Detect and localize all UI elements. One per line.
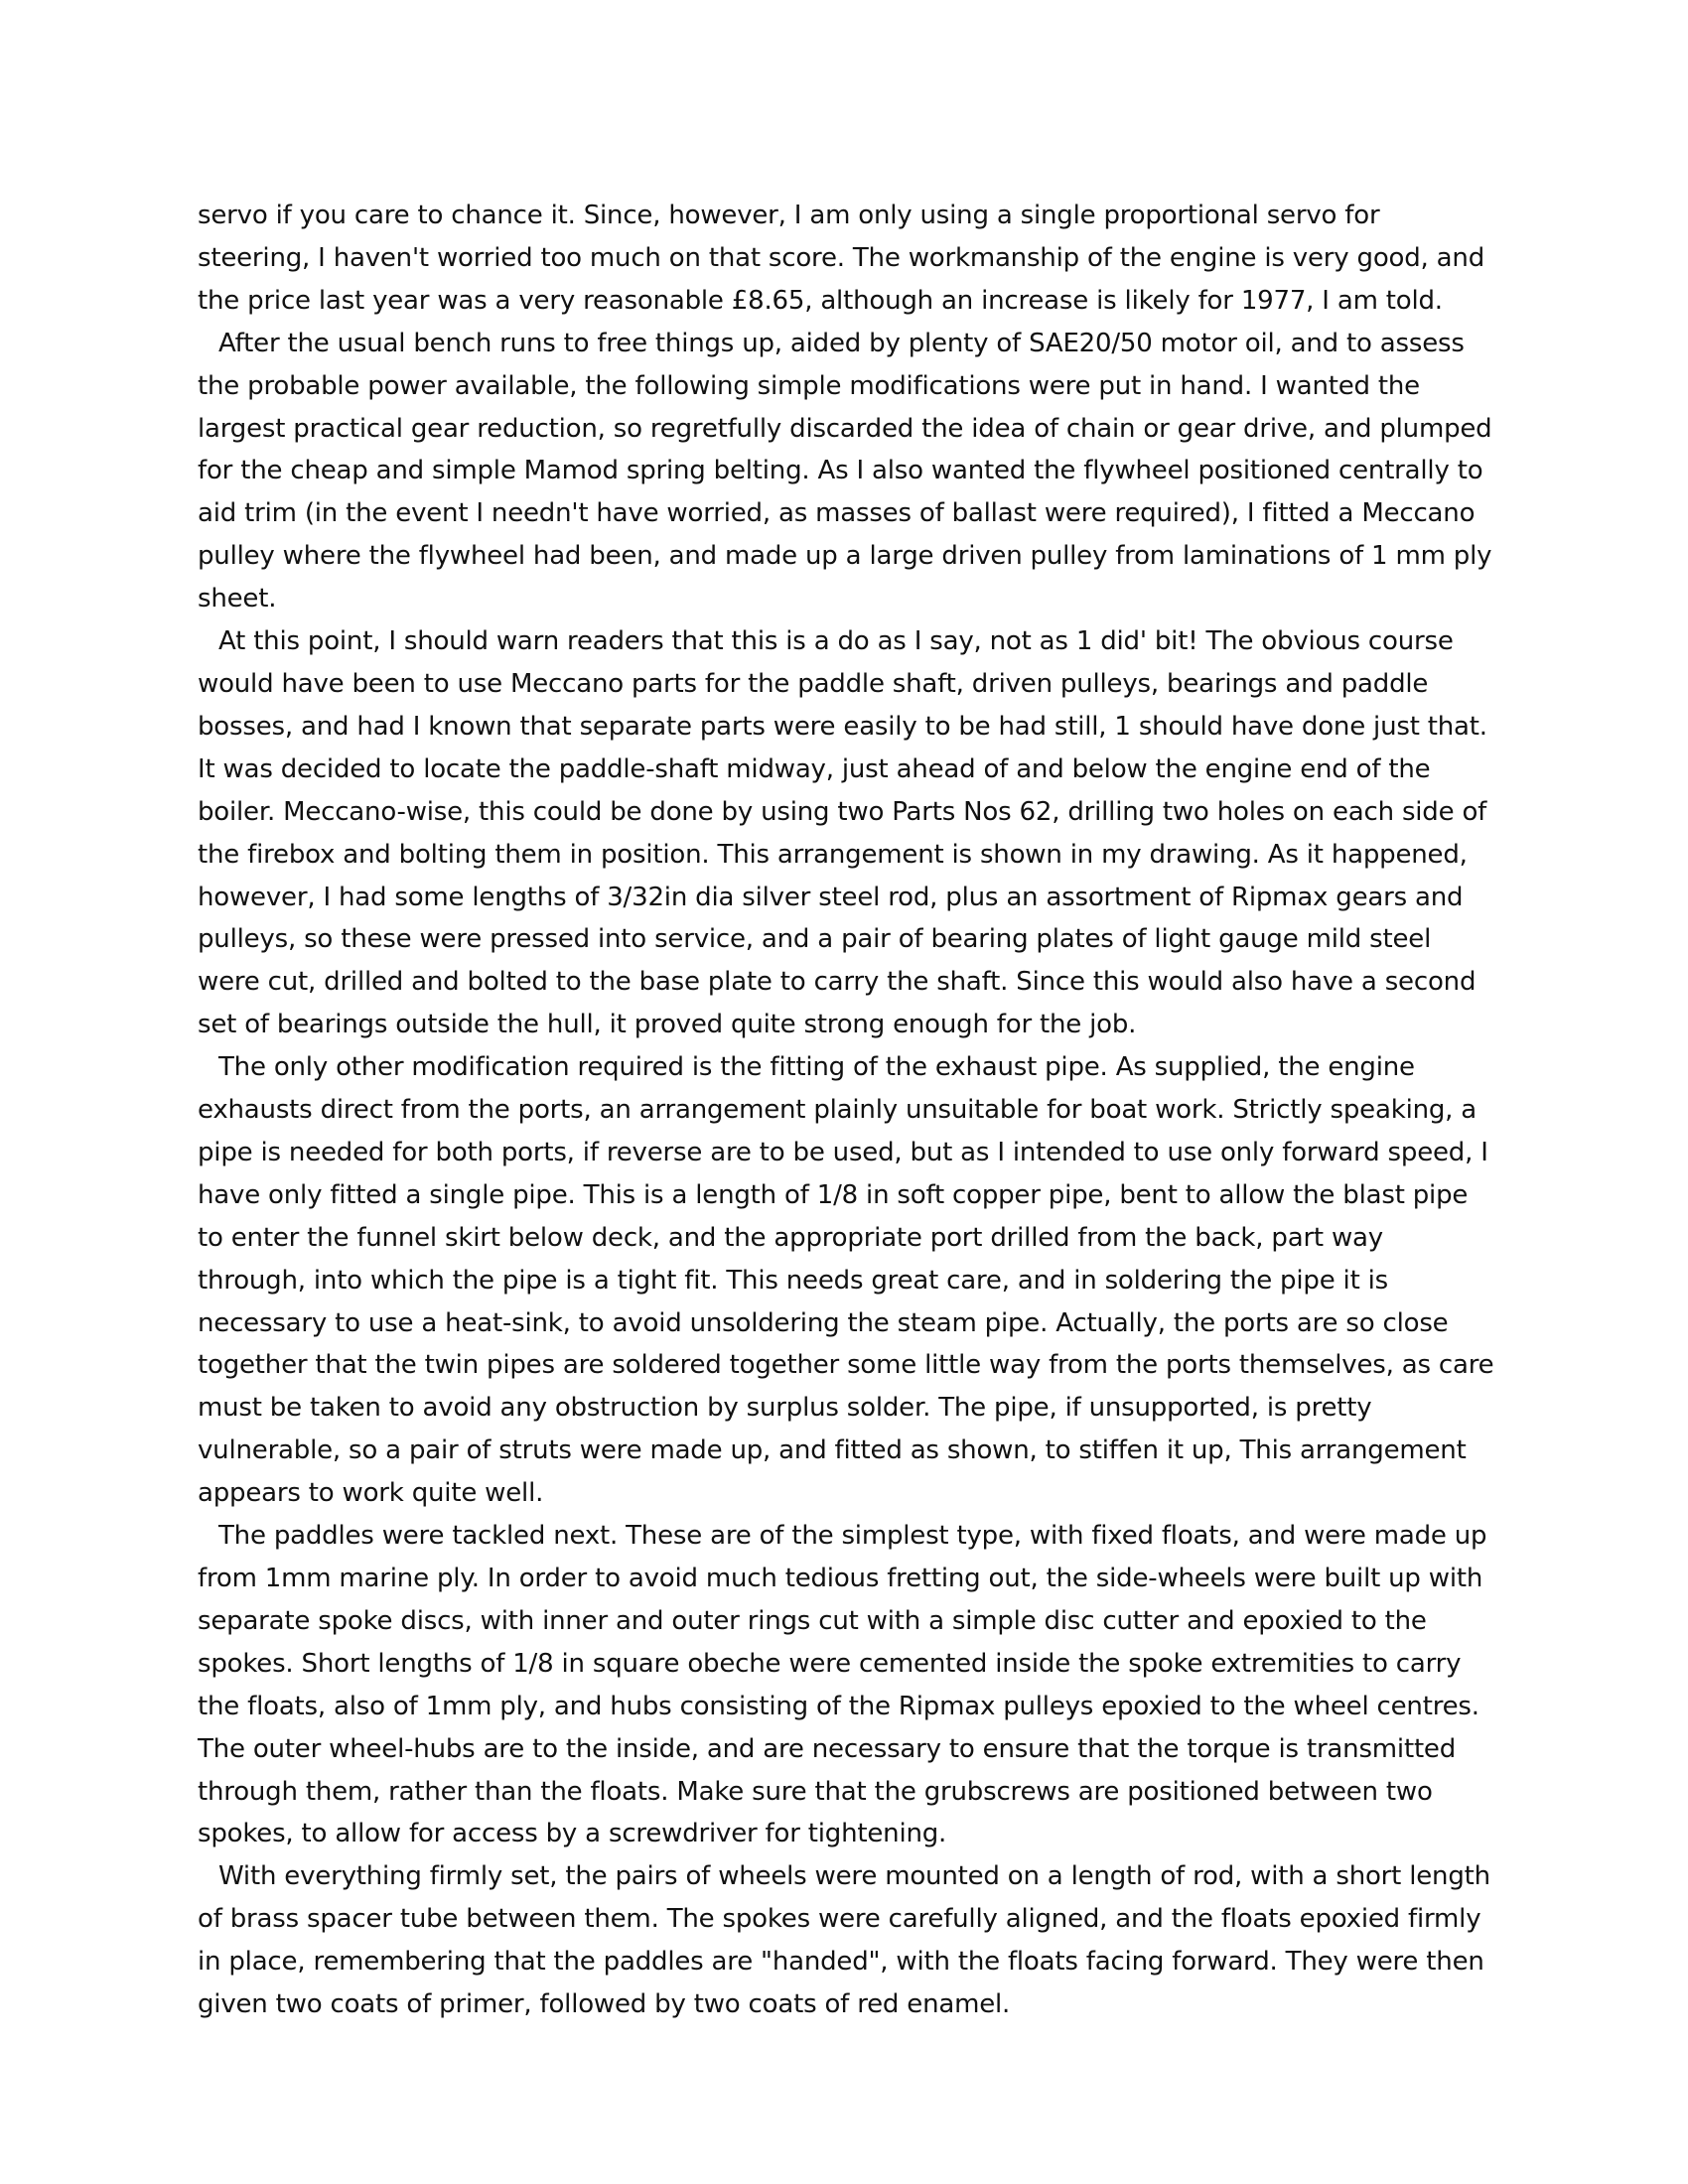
- paragraph-bench-runs-modifications: After the usual bench runs to free things up, aided by plenty of SAE20/50 motor oil, and to assess the probable power available, the following simple modifications were put in hand. I wanted the largest practical gear reduction, so regretfully discarded the idea of chain or gear drive, and plumped for the cheap and simple Mamod spring belting. As I also wanted the flywheel positioned centrally to aid trim (in the event I needn't have worried, as masses of ballast were required), I fitted a Meccano pulley where the flywheel had been, and made up a large driven pulley from laminations of 1 mm ply sheet.: [198, 328, 1492, 614]
- paragraph-wheel-mounting-finish: With everything firmly set, the pairs of wheels were mounted on a length of rod, with a short length of brass spacer tube between them. The spokes were carefully aligned, and the floats epoxied firmly in place, remembering that the paddles are "handed", with the floats facing forward. They were then given two coats of primer, followed by two coats of red enamel.: [198, 1861, 1490, 2020]
- document-page: [198, 195, 1498, 2026]
- paragraph-paddles-construction: The paddles were tackled next. These are of the simplest type, with fixed floats, and were made up from 1mm marine ply. In order to avoid much tedious fretting out, the side-wheels were built up with separate spoke discs, with inner and outer rings cut with a simple disc cutter and epoxied to the spokes. Short lengths of 1/8 in square obeche were cemented inside the spoke extremities to carry the floats, also of 1mm ply, and hubs consisting of the Ripmax pulleys epoxied to the wheel centres. The outer wheel-hubs are to the inside, and are necessary to ensure that the torque is transmitted through them, rather than the floats. Make sure that the grubscrews are positioned between two spokes, to allow for access by a screwdriver for tightening.: [198, 1521, 1487, 1849]
- paragraph-paddle-shaft-bearings: At this point, I should warn readers that this is a do as I say, not as 1 did' bit! The obvious course would have been to use Meccano parts for the paddle shaft, driven pulleys, bearings and paddle bosses, and had I known that separate parts were easily to be had still, 1 should have done just that. It was decided to locate the paddle-shaft midway, just ahead of and below the engine end of the boiler. Meccano-wise, this could be done by using two Parts Nos 62, drilling two holes on each side of the firebox and bolting them in position. This arrangement is shown in my drawing. As it happened, however, I had some lengths of 3/32in dia silver steel rod, plus an assortment of Ripmax gears and pulleys, so these were pressed into service, and a pair of bearing plates of light gauge mild steel were cut, drilled and bolted to the base plate to carry the shaft. Since this would also have a second set of bearings outside the hull, it proved quite strong enough for the job.: [198, 626, 1487, 1040]
- paragraph-exhaust-pipe: The only other modification required is the fitting of the exhaust pipe. As supplied, the engine exhausts direct from the ports, an arrangement plainly unsuitable for boat work. Strictly speaking, a pipe is needed for both ports, if reverse are to be used, but as I intended to use only forward speed, I have only fitted a single pipe. This is a length of 1/8 in soft copper pipe, bent to allow the blast pipe to enter the funnel skirt below deck, and the appropriate port drilled from the back, part way through, into which the pipe is a tight fit. This needs great care, and in soldering the pipe it is necessary to use a heat-sink, to avoid unsoldering the steam pipe. Actually, the ports are so close together that the twin pipes are soldered together some little way from the ports themselves, as care must be taken to avoid any obstruction by surplus solder. The pipe, if unsupported, is pretty vulnerable, so a pair of struts were made up, and fitted as shown, to stiffen it up, This arrangement appears to work quite well.: [198, 1052, 1494, 1509]
- paragraph-servo-price: servo if you care to chance it. Since, however, I am only using a single proportional servo for steering, I haven't worried too much on that score. The workmanship of the engine is very good, and the price last year was a very reasonable £8.65, although an increase is likely for 1977, I am told.: [198, 201, 1484, 316]
